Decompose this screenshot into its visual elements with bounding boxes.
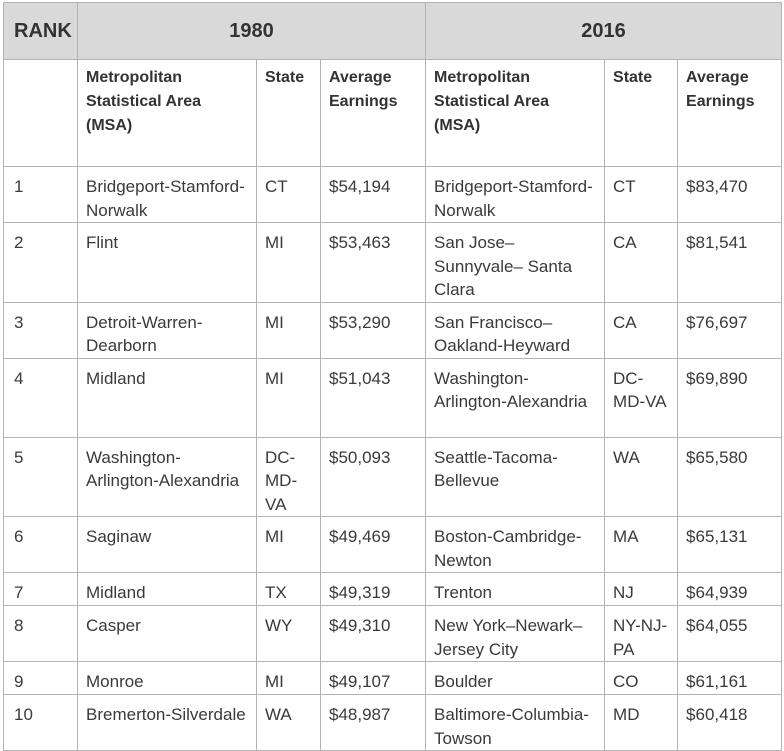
table-row	[4, 302, 782, 358]
table-row	[4, 358, 782, 437]
msa-2016-header: Metropolitan Statistical Area (MSA)	[426, 60, 605, 167]
state-2016-cell: CO	[605, 662, 678, 695]
state-1980-cell: TX	[257, 573, 321, 606]
table-row	[4, 573, 782, 606]
earnings-1980-cell: $49,107	[321, 662, 426, 695]
msa-2016-cell: San Jose–Sunnyvale– Santa Clara	[426, 223, 605, 303]
msa-1980-cell: Washington-Arlington-Alexandria	[78, 437, 257, 517]
state-1980-cell: CT	[257, 167, 321, 223]
earnings-1980-cell: $48,987	[321, 695, 426, 751]
msa-1980-cell: Midland	[78, 358, 257, 437]
earnings-2016-cell: $83,470	[678, 167, 782, 223]
state-1980-cell: WA	[257, 695, 321, 751]
msa-2016-cell: Bridgeport-Stamford-Norwalk	[426, 167, 605, 223]
table-row	[4, 437, 782, 517]
msa-2016-cell: Washington-Arlington-Alexandria	[426, 358, 605, 437]
earnings-1980-cell: $49,319	[321, 573, 426, 606]
msa-1980-cell: Monroe	[78, 662, 257, 695]
state-1980-cell: DC-MD-VA	[257, 437, 321, 517]
state-2016-cell: CT	[605, 167, 678, 223]
state-2016-cell: MD	[605, 695, 678, 751]
earnings-2016-cell: $81,541	[678, 223, 782, 303]
earnings-2016-cell: $76,697	[678, 302, 782, 358]
year-1980-header: 1980	[78, 3, 426, 60]
msa-2016-cell: Boulder	[426, 662, 605, 695]
msa-1980-cell: Midland	[78, 573, 257, 606]
earnings-2016-cell: $61,161	[678, 662, 782, 695]
rank-cell: 7	[4, 573, 78, 606]
state-2016-cell: NY-NJ-PA	[605, 606, 678, 662]
state-2016-cell: CA	[605, 223, 678, 303]
table-row	[4, 695, 782, 751]
msa-1980-cell: Casper	[78, 606, 257, 662]
msa-2016-cell: Seattle-Tacoma-Bellevue	[426, 437, 605, 517]
state-2016-cell: WA	[605, 437, 678, 517]
rank-cell: 4	[4, 358, 78, 437]
earnings-1980-cell: $49,469	[321, 517, 426, 573]
earnings-1980-cell: $54,194	[321, 167, 426, 223]
earnings-1980-cell: $53,290	[321, 302, 426, 358]
state-1980-cell: MI	[257, 302, 321, 358]
earnings-2016-cell: $65,580	[678, 437, 782, 517]
state-2016-cell: MA	[605, 517, 678, 573]
earnings-2016-cell: $69,890	[678, 358, 782, 437]
msa-2016-cell: Trenton	[426, 573, 605, 606]
rank-cell: 8	[4, 606, 78, 662]
msa-1980-cell: Detroit-Warren-Dearborn	[78, 302, 257, 358]
earnings-2016-cell: $65,131	[678, 517, 782, 573]
rank-subheader-blank	[4, 60, 78, 167]
earnings-1980-cell: $51,043	[321, 358, 426, 437]
rank-cell: 3	[4, 302, 78, 358]
msa-2016-cell: Boston-Cambridge-Newton	[426, 517, 605, 573]
table-row	[4, 517, 782, 573]
year-2016-header: 2016	[426, 3, 782, 60]
msa-2016-cell: Baltimore-Columbia-Towson	[426, 695, 605, 751]
rank-cell: 5	[4, 437, 78, 517]
rank-cell: 9	[4, 662, 78, 695]
state-1980-cell: MI	[257, 517, 321, 573]
column-header-row	[4, 60, 782, 167]
earnings-2016-cell: $64,055	[678, 606, 782, 662]
earnings-2016-cell: $64,939	[678, 573, 782, 606]
state-1980-cell: MI	[257, 358, 321, 437]
earnings-2016-header: Average Earnings	[678, 60, 782, 167]
state-2016-cell: NJ	[605, 573, 678, 606]
msa-1980-cell: Bridgeport-Stamford-Norwalk	[78, 167, 257, 223]
rank-cell: 2	[4, 223, 78, 303]
rank-header: RANK	[4, 3, 78, 60]
msa-1980-cell: Flint	[78, 223, 257, 303]
table-row	[4, 167, 782, 223]
earnings-1980-cell: $49,310	[321, 606, 426, 662]
table-row	[4, 223, 782, 303]
state-1980-cell: MI	[257, 662, 321, 695]
earnings-ranking-table	[3, 2, 782, 751]
state-2016-cell: CA	[605, 302, 678, 358]
table-row	[4, 606, 782, 662]
state-2016-cell: DC-MD-VA	[605, 358, 678, 437]
msa-1980-header: Metropolitan Statistical Area (MSA)	[78, 60, 257, 167]
earnings-1980-header: Average Earnings	[321, 60, 426, 167]
msa-1980-cell: Saginaw	[78, 517, 257, 573]
earnings-2016-cell: $60,418	[678, 695, 782, 751]
state-2016-header: State	[605, 60, 678, 167]
rank-cell: 6	[4, 517, 78, 573]
earnings-1980-cell: $50,093	[321, 437, 426, 517]
earnings-1980-cell: $53,463	[321, 223, 426, 303]
msa-1980-cell: Bremerton-Silverdale	[78, 695, 257, 751]
state-1980-cell: WY	[257, 606, 321, 662]
rank-cell: 1	[4, 167, 78, 223]
year-header-row	[4, 3, 782, 60]
table-row	[4, 662, 782, 695]
rank-cell: 10	[4, 695, 78, 751]
msa-2016-cell: San Francisco–Oakland-Heyward	[426, 302, 605, 358]
state-1980-cell: MI	[257, 223, 321, 303]
state-1980-header: State	[257, 60, 321, 167]
msa-2016-cell: New York–Newark–Jersey City	[426, 606, 605, 662]
